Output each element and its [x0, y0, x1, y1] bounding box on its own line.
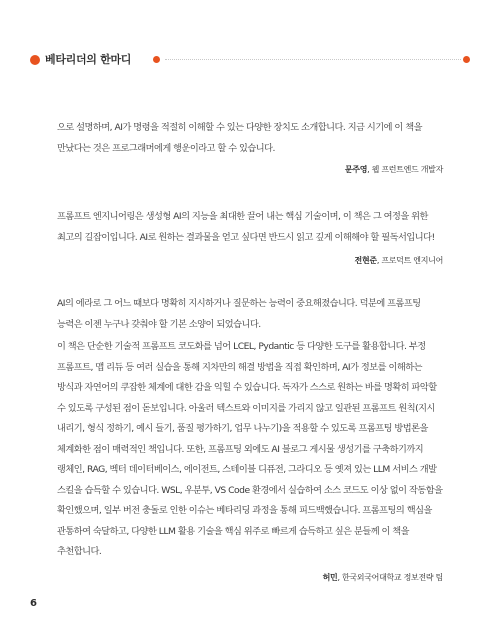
reviewer-name: 허민	[322, 572, 338, 582]
bullet-dot-icon	[463, 56, 470, 63]
review-block	[57, 207, 443, 268]
reviewer-signature: 문주영, 웹 프런트엔드 개발자	[344, 165, 443, 174]
reviewer-signature: 허민, 한국외국어대학교 정보전략 팀	[322, 572, 443, 582]
reviewer-name: 전현준	[354, 256, 377, 265]
reviewer-role: 웹 프런트엔드 개발자	[371, 165, 443, 174]
review-content	[57, 118, 443, 585]
reviewer-role: 프로덕트 엔지니어	[381, 256, 443, 265]
review-paragraph: 이 책은 단순한 기술적 프롬프트 코도화를 넘어 LCEL, Pydantic 등 다양한 도구를 활용합니다. 부정 프롬프트, 맵 리듀 등 여러 실습을 통해 지차만의 해결 방법을 직접 확인하며, AI가 정보를 이해하는 방식과 자연어의 쿠잡한 체계에 대한 감을 익힐 수 있습니다. 독자가 스스로 원하는 바를 명확히 파악할 수 있도록 구성된 점이 돋보입니다. 아울러 텍스트와 이미지를 가리지 않고 일관된 프롬프트 원칙(지시 내리기, 형식 정하기, 예시 들기, 품질 평가하기, 업무 나누기)을 적용할 수 있도록 프롬프팅 방법론을 체계화한 점이 매력적인 책입니다. 또한, 프롬프팅 외에도 AI 블로그 게시물 생성기를 구축하기까지 랭체인, RAG, 벡터 데이터베이스, 에이전트, 스테이블 디퓨전, 그라디오 등 옛져 있는 LLM 서비스 개발 스킬을 습득할 수 있습니다. WSL, 우분투, VS Code 환경에서 실습하여 소스 코드도 이상 없이 작동함을 확인했으며, 일부 버전 충돌로 인한 이슈는 베타리딩 과정을 통해 피드백했습니다. 프롬프팅의 핵심을 관통하여 숙달하고, 다양한 LLM 활용 기술을 핵심 위주로 빠르게 습득하고 싶은 분들께 이 책을 추천합니다.	[57, 341, 443, 557]
reviewer-role: 한국외국어대학교 정보전략 팀	[341, 572, 443, 582]
bullet-dot-icon	[153, 56, 160, 63]
review-paragraph: 으로 설명하며, AI가 명령을 적절히 이해할 수 있는 다양한 장치도 소개합니다. 지금 시기에 이 책을 만났다는 것은 프로그래머에게 행운이라고 할 수 있습니다.	[57, 122, 422, 154]
review-paragraph: 프롬프트 엔지니어링은 생성형 AI의 지능을 최대한 끌어 내는 핵심 기술이며, 이 책은 그 여정을 위한 최고의 길잡이입니다. AI로 원하는 결과물을 얻고 싶다면 반드시 읽고 깊게 이해해야 할 필독서입니다!	[57, 211, 435, 243]
section-header	[30, 50, 470, 70]
review-block	[57, 118, 443, 177]
dotted-divider	[165, 59, 461, 60]
section-title: 베타리더의 한마디	[45, 53, 132, 66]
bullet-dot-icon	[30, 55, 40, 65]
reviewer-signature: 전현준, 프로덕트 엔지니어	[354, 256, 443, 265]
reviewer-name: 문주영	[344, 165, 368, 174]
review-block	[57, 294, 443, 585]
review-paragraph: AI의 에라로 그 어느 때보다 명확히 지시하거나 질문하는 능력이 중요해졌습니다. 덕분에 프롬프팅 능력은 이젠 누구나 갖춰야 할 기본 소양이 되었습니다.	[57, 298, 421, 330]
page-number: 6	[30, 598, 37, 609]
